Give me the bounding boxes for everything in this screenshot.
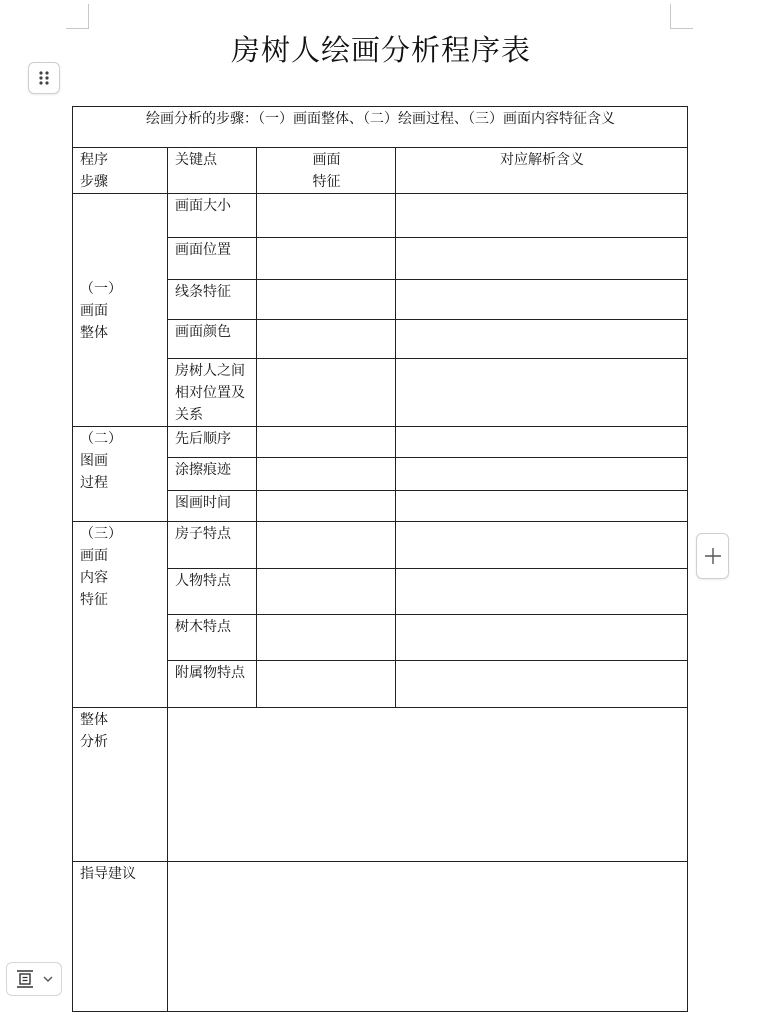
meaning-input-cell[interactable] bbox=[396, 194, 688, 238]
feature-input-cell[interactable] bbox=[257, 238, 396, 280]
key-point-cell: 房子特点 bbox=[168, 522, 257, 569]
feature-input-cell[interactable] bbox=[257, 458, 396, 491]
meaning-input-cell[interactable] bbox=[396, 615, 688, 661]
section2-label: （二） 图画 过程 bbox=[73, 427, 168, 522]
outline-toggle-button[interactable] bbox=[6, 962, 62, 996]
key-point-cell: 人物特点 bbox=[168, 569, 257, 615]
header-key-point: 关键点 bbox=[168, 148, 257, 194]
overall-analysis-label: 整体 分析 bbox=[73, 708, 168, 862]
feature-input-cell[interactable] bbox=[257, 359, 396, 427]
steps-intro-text: 绘画分析的步骤：（一）画面整体、（二）绘画过程、（三）画面内容特征含义 bbox=[146, 111, 615, 127]
feature-input-cell[interactable] bbox=[257, 522, 396, 569]
key-point-cell: 树木特点 bbox=[168, 615, 257, 661]
meaning-input-cell[interactable] bbox=[396, 522, 688, 569]
key-point-cell: 线条特征 bbox=[168, 280, 257, 320]
key-point-cell: 画面位置 bbox=[168, 238, 257, 280]
guidance-input-cell[interactable] bbox=[168, 862, 688, 1012]
feature-input-cell[interactable] bbox=[257, 280, 396, 320]
key-point-cell: 房树人之间 相对位置及 关系 bbox=[168, 359, 257, 427]
meaning-input-cell[interactable] bbox=[396, 427, 688, 458]
meaning-input-cell[interactable] bbox=[396, 238, 688, 280]
feature-input-cell[interactable] bbox=[257, 427, 396, 458]
plus-icon bbox=[704, 547, 722, 565]
meaning-input-cell[interactable] bbox=[396, 661, 688, 708]
meaning-input-cell[interactable] bbox=[396, 491, 688, 522]
meaning-input-cell[interactable] bbox=[396, 280, 688, 320]
add-column-button[interactable] bbox=[696, 533, 729, 579]
meaning-input-cell[interactable] bbox=[396, 569, 688, 615]
overall-analysis-input-cell[interactable] bbox=[168, 708, 688, 862]
feature-input-cell[interactable] bbox=[257, 320, 396, 359]
section3-label: （三） 画面 内容 特征 bbox=[73, 522, 168, 708]
meaning-input-cell[interactable] bbox=[396, 359, 688, 427]
section1-label: （一） 画面 整体 bbox=[73, 194, 168, 427]
feature-input-cell[interactable] bbox=[257, 491, 396, 522]
steps-intro-cell bbox=[73, 107, 688, 148]
chevron-down-icon bbox=[42, 973, 54, 985]
feature-input-cell[interactable] bbox=[257, 661, 396, 708]
key-point-cell: 画面大小 bbox=[168, 194, 257, 238]
feature-input-cell[interactable] bbox=[257, 194, 396, 238]
header-meaning: 对应解析含义 bbox=[396, 148, 688, 194]
meaning-input-cell[interactable] bbox=[396, 458, 688, 491]
key-point-cell: 画面颜色 bbox=[168, 320, 257, 359]
outline-icon bbox=[14, 968, 36, 990]
feature-input-cell[interactable] bbox=[257, 569, 396, 615]
header-feature: 画面 特征 bbox=[257, 148, 396, 194]
page-corner-mark-left bbox=[66, 4, 89, 29]
header-step: 程序 步骤 bbox=[73, 148, 168, 194]
meaning-input-cell[interactable] bbox=[396, 320, 688, 359]
drag-handle-icon bbox=[38, 70, 50, 86]
key-point-cell: 图画时间 bbox=[168, 491, 257, 522]
key-point-cell: 涂擦痕迹 bbox=[168, 458, 257, 491]
key-point-cell: 先后顺序 bbox=[168, 427, 257, 458]
block-drag-handle[interactable] bbox=[28, 62, 60, 94]
guidance-label: 指导建议 bbox=[73, 862, 168, 1012]
key-point-cell: 附属物特点 bbox=[168, 661, 257, 708]
feature-input-cell[interactable] bbox=[257, 615, 396, 661]
analysis-form-table bbox=[72, 106, 688, 1012]
page-corner-mark-right bbox=[670, 4, 693, 29]
document-title: 房树人绘画分析程序表 bbox=[230, 33, 531, 67]
